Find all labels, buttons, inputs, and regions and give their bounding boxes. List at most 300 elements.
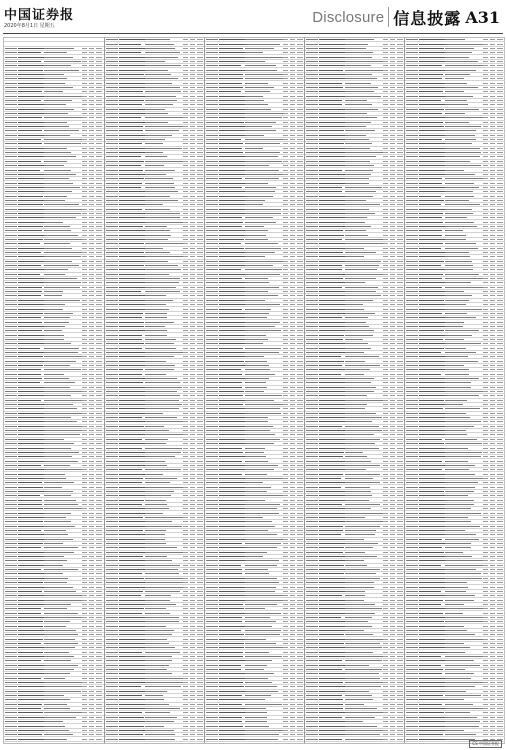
cell-text-mark xyxy=(96,61,102,62)
cell-text-mark xyxy=(183,547,188,548)
cell-text-mark xyxy=(183,196,188,197)
cell-text-mark xyxy=(397,165,403,166)
cell-text-mark xyxy=(283,682,288,683)
cell-text-mark xyxy=(145,243,183,244)
cell-text-mark xyxy=(82,109,87,110)
cell-text-mark xyxy=(397,113,403,114)
cell-text-mark xyxy=(145,78,178,79)
cell-text-mark xyxy=(245,556,263,557)
cell-text-mark xyxy=(18,196,43,197)
cell-text-mark xyxy=(390,48,395,49)
cell-text-mark xyxy=(197,565,203,566)
cell-text-mark xyxy=(183,413,188,414)
cell-text-mark xyxy=(44,174,76,175)
cell-text-mark xyxy=(89,534,94,535)
cell-text-mark xyxy=(106,65,118,66)
cell-text-mark xyxy=(183,504,188,505)
cell-text-mark xyxy=(183,639,188,640)
cell-text-mark xyxy=(145,395,180,396)
cell-text-mark xyxy=(219,474,242,475)
cell-text-mark xyxy=(197,339,203,340)
cell-text-mark xyxy=(190,295,195,296)
cell-text-mark xyxy=(306,291,318,292)
cell-text-mark xyxy=(18,678,41,679)
cell-text-mark xyxy=(96,608,102,609)
cell-text-mark xyxy=(383,408,388,409)
cell-text-mark xyxy=(297,456,303,457)
cell-text-mark xyxy=(82,400,87,401)
cell-text-mark xyxy=(190,135,195,136)
cell-text-mark xyxy=(206,565,218,566)
cell-text-mark xyxy=(290,200,295,201)
cell-text-mark xyxy=(145,678,184,679)
cell-text-mark xyxy=(119,100,144,101)
cell-text-mark xyxy=(145,582,184,583)
cell-text-mark xyxy=(290,660,295,661)
cell-text-mark xyxy=(145,413,163,414)
cell-text-mark xyxy=(190,382,195,383)
cell-text-mark xyxy=(306,78,318,79)
cell-text-mark xyxy=(183,117,188,118)
cell-text-mark xyxy=(119,87,145,88)
cell-text-mark xyxy=(290,230,295,231)
cell-text-mark xyxy=(245,439,280,440)
cell-text-mark xyxy=(219,573,242,574)
cell-text-mark xyxy=(206,526,218,527)
cell-text-mark xyxy=(82,495,87,496)
cell-text-mark xyxy=(96,647,102,648)
cell-text-mark xyxy=(183,426,188,427)
cell-text-mark xyxy=(44,500,76,501)
cell-text-mark xyxy=(18,643,41,644)
cell-text-mark xyxy=(106,126,118,127)
cell-text-mark xyxy=(106,565,118,566)
cell-text-mark xyxy=(197,191,203,192)
cell-text-mark xyxy=(44,595,83,596)
cell-text-mark xyxy=(290,669,295,670)
cell-text-mark xyxy=(290,83,295,84)
cell-text-mark xyxy=(145,504,167,505)
cell-text-mark xyxy=(5,104,17,105)
cell-text-mark xyxy=(290,330,295,331)
cell-text-mark xyxy=(345,135,366,136)
cell-text-mark xyxy=(190,673,195,674)
cell-text-mark xyxy=(245,278,268,279)
cell-text-mark xyxy=(106,526,118,527)
cell-text-mark xyxy=(290,278,295,279)
cell-text-mark xyxy=(119,130,143,131)
cell-text-mark xyxy=(345,239,383,240)
cell-text-mark xyxy=(96,595,102,596)
cell-text-mark xyxy=(219,408,247,409)
cell-text-mark xyxy=(119,226,143,227)
cell-text-mark xyxy=(197,178,203,179)
cell-text-mark xyxy=(119,482,142,483)
cell-text-mark xyxy=(319,434,346,435)
cell-text-mark xyxy=(297,582,303,583)
cell-text-mark xyxy=(197,352,203,353)
cell-text-mark xyxy=(96,109,102,110)
cell-text-mark xyxy=(397,421,403,422)
cell-text-mark xyxy=(183,582,188,583)
cell-text-mark xyxy=(283,665,288,666)
cell-text-mark xyxy=(245,726,269,727)
cell-text-mark xyxy=(183,708,188,709)
cell-text-mark xyxy=(245,183,268,184)
cell-text-mark xyxy=(245,452,264,453)
cell-text-mark xyxy=(82,734,87,735)
cell-text-mark xyxy=(397,243,403,244)
cell-text-mark xyxy=(390,356,395,357)
cell-text-mark xyxy=(297,278,303,279)
cell-text-mark xyxy=(18,430,45,431)
cell-text-mark xyxy=(319,148,347,149)
cell-text-mark xyxy=(197,287,203,288)
cell-text-mark xyxy=(119,343,144,344)
cell-text-mark xyxy=(5,200,17,201)
cell-text-mark xyxy=(390,243,395,244)
cell-text-mark xyxy=(290,148,295,149)
cell-text-mark xyxy=(290,178,295,179)
cell-text-mark xyxy=(145,226,167,227)
cell-text-mark xyxy=(89,135,94,136)
cell-text-mark xyxy=(82,291,87,292)
cell-text-mark xyxy=(297,44,303,45)
cell-text-mark xyxy=(206,256,218,257)
cell-text-mark xyxy=(44,504,78,505)
cell-text-mark xyxy=(5,734,17,735)
cell-text-mark xyxy=(5,78,17,79)
cell-text-mark xyxy=(290,52,295,53)
cell-text-mark xyxy=(89,96,94,97)
cell-text-mark xyxy=(245,139,284,140)
cell-text-mark xyxy=(183,726,188,727)
cell-text-mark xyxy=(82,191,87,192)
cell-text-mark xyxy=(190,183,195,184)
cell-text-mark xyxy=(197,152,203,153)
cell-text-mark xyxy=(206,387,218,388)
cell-text-mark xyxy=(297,52,303,53)
cell-text-mark xyxy=(119,52,141,53)
cell-text-mark xyxy=(5,665,17,666)
cell-text-mark xyxy=(106,304,118,305)
cell-text-mark xyxy=(197,209,203,210)
cell-text-mark xyxy=(390,339,395,340)
cell-text-mark xyxy=(183,122,188,123)
cell-text-mark xyxy=(183,261,188,262)
cell-text-mark xyxy=(96,439,102,440)
cell-text-mark xyxy=(89,704,94,705)
cell-text-mark xyxy=(383,96,388,97)
cell-text-mark xyxy=(197,582,203,583)
cell-text-mark xyxy=(5,352,17,353)
cell-text-mark xyxy=(44,269,68,270)
cell-text-mark xyxy=(297,595,303,596)
cell-text-mark xyxy=(106,104,118,105)
cell-text-mark xyxy=(290,309,295,310)
cell-text-mark xyxy=(290,117,295,118)
cell-text-mark xyxy=(18,100,41,101)
cell-text-mark xyxy=(283,126,288,127)
cell-text-mark xyxy=(44,113,68,114)
cell-text-mark xyxy=(245,434,275,435)
cell-text-mark xyxy=(44,109,74,110)
cell-text-mark xyxy=(18,200,47,201)
cell-text-mark xyxy=(219,513,246,514)
cell-text-mark xyxy=(283,413,288,414)
cell-text-mark xyxy=(44,634,78,635)
cell-text-mark xyxy=(197,434,203,435)
cell-text-mark xyxy=(44,369,81,370)
cell-text-mark xyxy=(145,87,180,88)
cell-text-mark xyxy=(96,426,102,427)
cell-text-mark xyxy=(345,322,366,323)
cell-text-mark xyxy=(290,91,295,92)
cell-text-mark xyxy=(290,104,295,105)
cell-text-mark xyxy=(245,104,268,105)
cell-text-mark xyxy=(18,704,42,705)
cell-text-mark xyxy=(106,356,118,357)
cell-text-mark xyxy=(96,461,102,462)
cell-text-mark xyxy=(245,391,264,392)
cell-text-mark xyxy=(345,382,371,383)
cell-text-mark xyxy=(319,122,346,123)
cell-text-mark xyxy=(283,560,288,561)
cell-text-mark xyxy=(197,382,203,383)
cell-text-mark xyxy=(106,287,118,288)
cell-text-mark xyxy=(206,330,218,331)
cell-text-mark xyxy=(145,122,168,123)
cell-text-mark xyxy=(245,326,275,327)
cell-text-mark xyxy=(82,643,87,644)
cell-text-mark xyxy=(397,322,403,323)
cell-text-mark xyxy=(390,434,395,435)
cell-text-mark xyxy=(206,222,218,223)
cell-text-mark xyxy=(345,352,364,353)
cell-text-mark xyxy=(5,152,17,153)
cell-text-mark xyxy=(219,582,247,583)
cell-text-mark xyxy=(183,617,188,618)
cell-text-mark xyxy=(5,191,17,192)
cell-text-mark xyxy=(345,335,373,336)
cell-text-mark xyxy=(5,443,17,444)
cell-text-mark xyxy=(297,695,303,696)
cell-text-mark xyxy=(96,504,102,505)
cell-text-mark xyxy=(145,452,181,453)
cell-text-mark xyxy=(206,643,218,644)
cell-text-mark xyxy=(183,278,188,279)
cell-text-mark xyxy=(96,560,102,561)
cell-text-mark xyxy=(96,517,102,518)
cell-text-mark xyxy=(5,434,17,435)
cell-text-mark xyxy=(44,148,67,149)
cell-text-mark xyxy=(18,256,45,257)
cell-text-mark xyxy=(390,178,395,179)
cell-text-mark xyxy=(5,361,17,362)
cell-text-mark xyxy=(206,669,218,670)
cell-text-mark xyxy=(397,295,403,296)
cell-text-mark xyxy=(89,404,94,405)
cell-text-mark xyxy=(206,178,218,179)
cell-text-mark xyxy=(297,313,303,314)
cell-text-mark xyxy=(183,348,188,349)
cell-text-mark xyxy=(245,295,278,296)
cell-text-mark xyxy=(145,269,181,270)
cell-text-mark xyxy=(219,660,245,661)
cell-text-mark xyxy=(183,291,188,292)
cell-text-mark xyxy=(89,699,94,700)
cell-text-mark xyxy=(145,534,165,535)
cell-text-mark xyxy=(89,343,94,344)
cell-text-mark xyxy=(145,235,171,236)
cell-text-mark xyxy=(297,61,303,62)
cell-text-mark xyxy=(44,578,68,579)
cell-text-mark xyxy=(190,547,195,548)
cell-text-mark xyxy=(190,565,195,566)
cell-text-mark xyxy=(145,434,183,435)
cell-text-mark xyxy=(5,387,17,388)
cell-text-mark xyxy=(283,369,288,370)
cell-text-mark xyxy=(190,404,195,405)
cell-text-mark xyxy=(383,91,388,92)
cell-text-mark xyxy=(18,139,41,140)
cell-text-mark xyxy=(197,39,203,40)
cell-text-mark xyxy=(96,600,102,601)
cell-text-mark xyxy=(197,617,203,618)
cell-text-mark xyxy=(183,678,188,679)
cell-text-mark xyxy=(245,217,273,218)
cell-text-mark xyxy=(306,130,318,131)
cell-text-mark xyxy=(219,282,246,283)
cell-text-mark xyxy=(44,100,72,101)
cell-text-mark xyxy=(345,282,365,283)
cell-text-mark xyxy=(283,278,288,279)
cell-text-mark xyxy=(383,39,388,40)
cell-text-mark xyxy=(89,239,94,240)
cell-text-mark xyxy=(245,48,274,49)
cell-text-mark xyxy=(345,313,375,314)
cell-text-mark xyxy=(197,61,203,62)
cell-text-mark xyxy=(306,200,318,201)
cell-text-mark xyxy=(190,196,195,197)
cell-text-mark xyxy=(283,569,288,570)
cell-text-mark xyxy=(119,573,142,574)
cell-text-mark xyxy=(96,482,102,483)
cell-text-mark xyxy=(390,196,395,197)
cell-text-mark xyxy=(345,170,373,171)
cell-text-mark xyxy=(245,421,268,422)
cell-text-mark xyxy=(89,608,94,609)
cell-text-mark xyxy=(106,708,118,709)
cell-text-mark xyxy=(219,434,248,435)
cell-text-mark xyxy=(319,96,347,97)
cell-text-mark xyxy=(297,721,303,722)
cell-text-mark xyxy=(119,739,148,740)
cell-text-mark xyxy=(89,565,94,566)
cell-text-mark xyxy=(206,734,218,735)
cell-text-mark xyxy=(5,430,17,431)
cell-text-mark xyxy=(183,156,188,157)
cell-text-mark xyxy=(44,361,76,362)
cell-text-mark xyxy=(390,239,395,240)
cell-text-mark xyxy=(183,187,188,188)
cell-text-mark xyxy=(319,343,347,344)
cell-text-mark xyxy=(145,104,173,105)
cell-text-mark xyxy=(44,226,70,227)
cell-text-mark xyxy=(183,461,188,462)
cell-text-mark xyxy=(319,78,345,79)
cell-text-mark xyxy=(197,530,203,531)
cell-text-mark xyxy=(18,600,44,601)
cell-text-mark xyxy=(283,191,288,192)
cell-text-mark xyxy=(82,117,87,118)
cell-text-mark xyxy=(206,239,218,240)
cell-text-mark xyxy=(345,378,374,379)
cell-text-mark xyxy=(397,365,403,366)
cell-text-mark xyxy=(245,109,271,110)
cell-text-mark xyxy=(89,717,94,718)
cell-text-mark xyxy=(383,317,388,318)
cell-text-mark xyxy=(297,204,303,205)
cell-text-mark xyxy=(383,104,388,105)
cell-text-mark xyxy=(197,378,203,379)
cell-text-mark xyxy=(319,183,346,184)
cell-text-mark xyxy=(197,304,203,305)
cell-text-mark xyxy=(82,439,87,440)
cell-text-mark xyxy=(290,39,295,40)
cell-text-mark xyxy=(18,448,47,449)
cell-text-mark xyxy=(197,326,203,327)
cell-text-mark xyxy=(89,161,94,162)
cell-text-mark xyxy=(18,395,45,396)
cell-text-mark xyxy=(5,70,17,71)
cell-text-mark xyxy=(183,404,188,405)
cell-text-mark xyxy=(44,556,64,557)
cell-text-mark xyxy=(290,65,295,66)
cell-text-mark xyxy=(106,591,118,592)
cell-text-mark xyxy=(145,408,179,409)
cell-text-mark xyxy=(96,465,102,466)
cell-text-mark xyxy=(297,78,303,79)
cell-text-mark xyxy=(96,678,102,679)
cell-text-mark xyxy=(290,174,295,175)
cell-text-mark xyxy=(18,61,41,62)
cell-text-mark xyxy=(18,143,42,144)
cell-text-mark xyxy=(145,96,176,97)
cell-text-mark xyxy=(345,122,371,123)
cell-text-mark xyxy=(82,639,87,640)
cell-text-mark xyxy=(206,647,218,648)
cell-text-mark xyxy=(190,730,195,731)
cell-text-mark xyxy=(5,282,17,283)
cell-text-mark xyxy=(306,430,318,431)
cell-text-mark xyxy=(89,521,94,522)
cell-text-mark xyxy=(145,109,165,110)
cell-text-mark xyxy=(82,487,87,488)
cell-text-mark xyxy=(106,139,118,140)
cell-text-mark xyxy=(283,261,288,262)
cell-text-mark xyxy=(197,109,203,110)
cell-text-mark xyxy=(106,343,118,344)
cell-text-mark xyxy=(306,343,318,344)
cell-text-mark xyxy=(206,44,218,45)
cell-text-mark xyxy=(89,686,94,687)
cell-text-mark xyxy=(383,222,388,223)
cell-text-mark xyxy=(397,413,403,414)
cell-text-mark xyxy=(18,560,44,561)
cell-text-mark xyxy=(206,39,218,40)
cell-text-mark xyxy=(89,387,94,388)
